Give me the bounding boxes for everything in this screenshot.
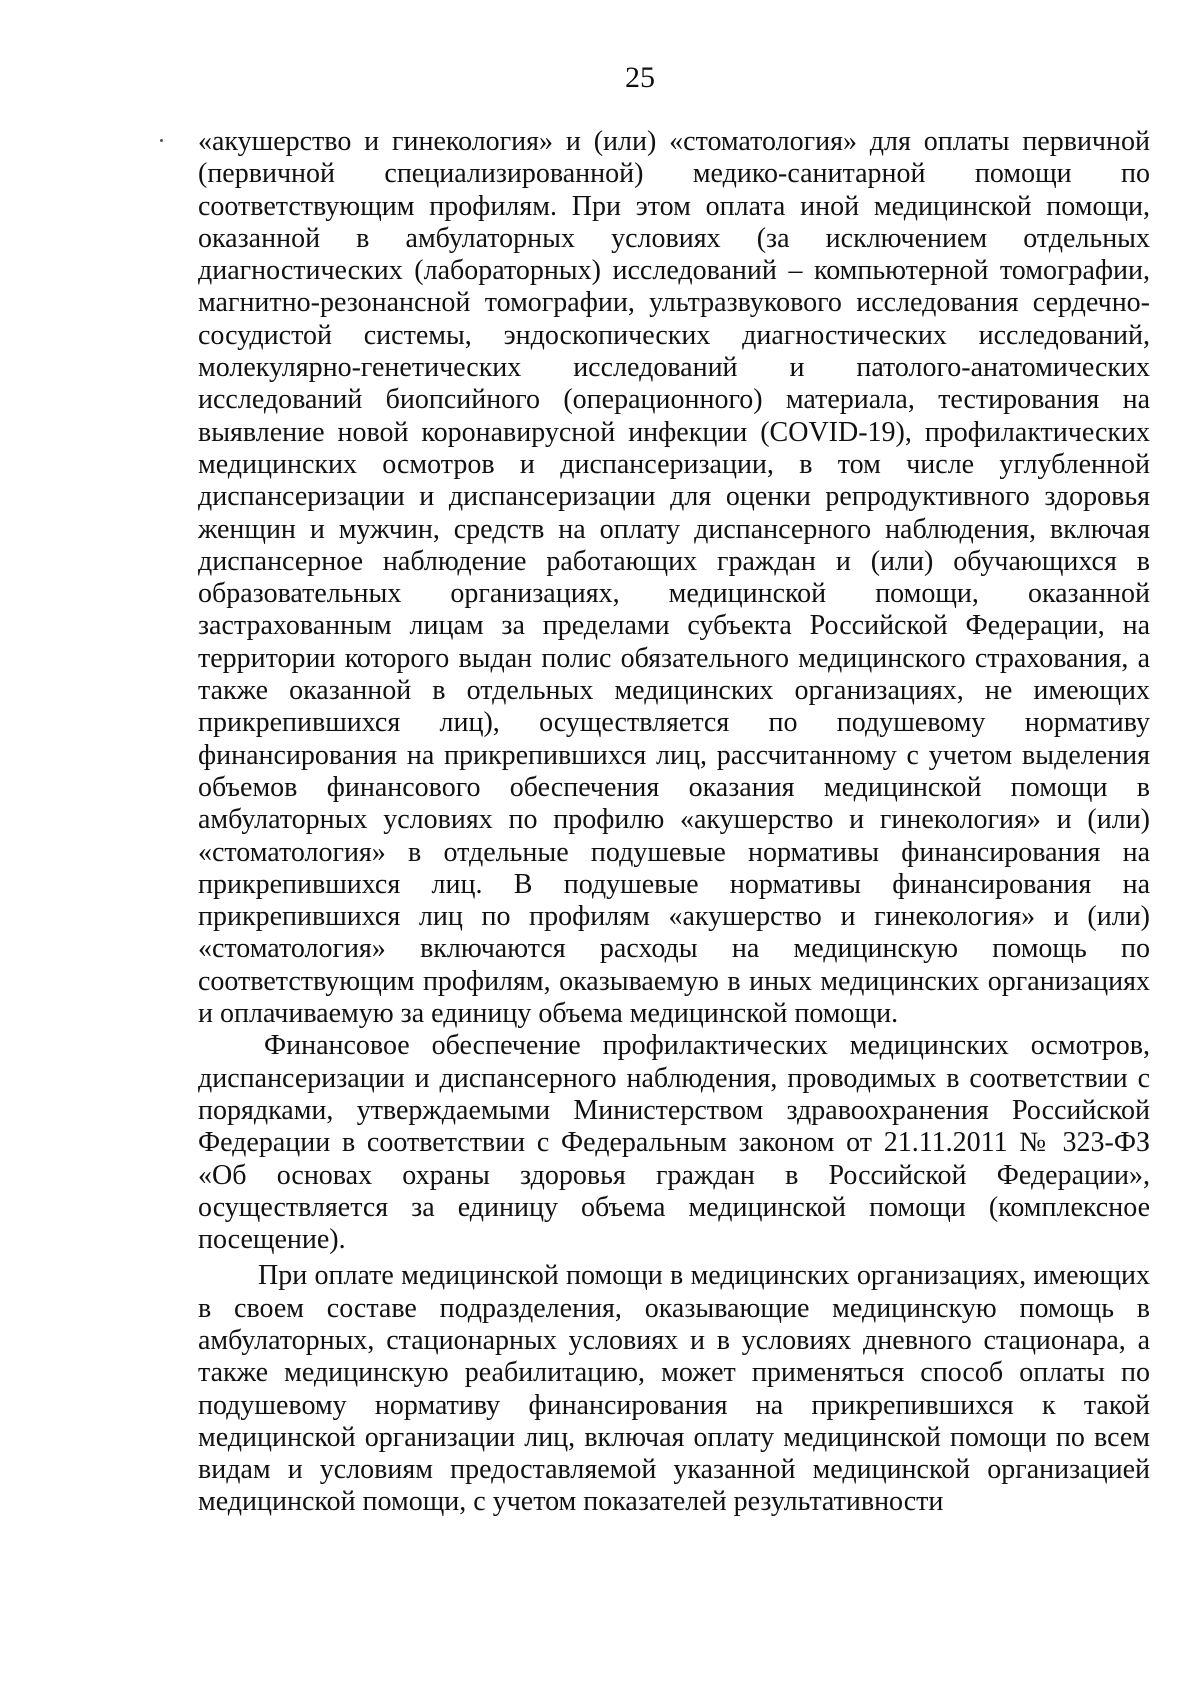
document-body — [198, 126, 1150, 1519]
page-number: 25 — [625, 61, 655, 94]
scan-artifact-dot — [160, 139, 163, 142]
paragraph-per-capita-payment: При оплате медицинской помощи в медицинских организациях, имеющих в своем составе подразделения, оказывающие медицинскую помощь в амбулаторных, стационарных условиях и в условиях дневного стационара, а также медицинскую реабилитацию, может применяться способ оплаты по подушевому нормативу финансирования на прикрепившихся к такой медицинской организации лиц, включая оплату медицинской помощи по всем видам и условиям предоставляемой указанной медицинской организацией медицинской помощи, с учетом показателей результативности — [198, 1260, 1150, 1518]
paragraph-financing-checkups: Финансовое обеспечение профилактических медицинских осмотров, диспансеризации и диспансерного наблюдения, проводимых в соответствии с порядками, утверждаемыми Министерством здравоохранения Российской Федерации в соответствии с Федеральным законом от 21.11.2011 № 323-ФЗ «Об основах охраны здоровья граждан в Российской Федерации», осуществляется за единицу объема медицинской помощи (комплексное посещение). — [198, 1030, 1150, 1256]
paragraph-continuation: «акушерство и гинекология» и (или) «стоматология» для оплаты первичной (первичной специализированной) медико-санитарной помощи по соответствующим профилям. При этом оплата иной медицинской помощи, оказанной в амбулаторных условиях (за исключением отдельных диагностических (лабораторных) исследований – компьютерной томографии, магнитно-резонансной томографии, ультразвукового исследования сердечно-сосудистой системы, эндоскопических диагностических исследований, молекулярно-генетических исследований и патолого-анатомических исследований биопсийного (операционного) материала, тестирования на выявление новой коронавирусной инфекции (COVID-19), профилактических медицинских осмотров и диспансеризации, в том числе углубленной диспансеризации и диспансеризации для оценки репродуктивного здоровья женщин и мужчин, средств на оплату диспансерного наблюдения, включая диспансерное наблюдение работающих граждан и (или) обучающихся в образовательных организациях, медицинской помощи, оказанной застрахованным лицам за пределами субъекта Российской Федерации, на территории которого выдан полис обязательного медицинского страхования, а также оказанной в отдельных медицинских организациях, не имеющих прикрепившихся лиц), осуществляется по подушевому нормативу финансирования на прикрепившихся лиц, рассчитанному с учетом выделения объемов финансового обеспечения оказания медицинской помощи в амбулаторных условиях по профилю «акушерство и гинекология» и (или) «стоматология» в отдельные подушевые нормативы финансирования на прикрепившихся лиц. В подушевые нормативы финансирования на прикрепившихся лиц по профилям «акушерство и гинекология» и (или) «стоматология» включаются расходы на медицинскую помощь по соответствующим профилям, оказываемую в иных медицинских организациях и оплачиваемую за единицу объема медицинской помощи. — [198, 126, 1150, 1030]
